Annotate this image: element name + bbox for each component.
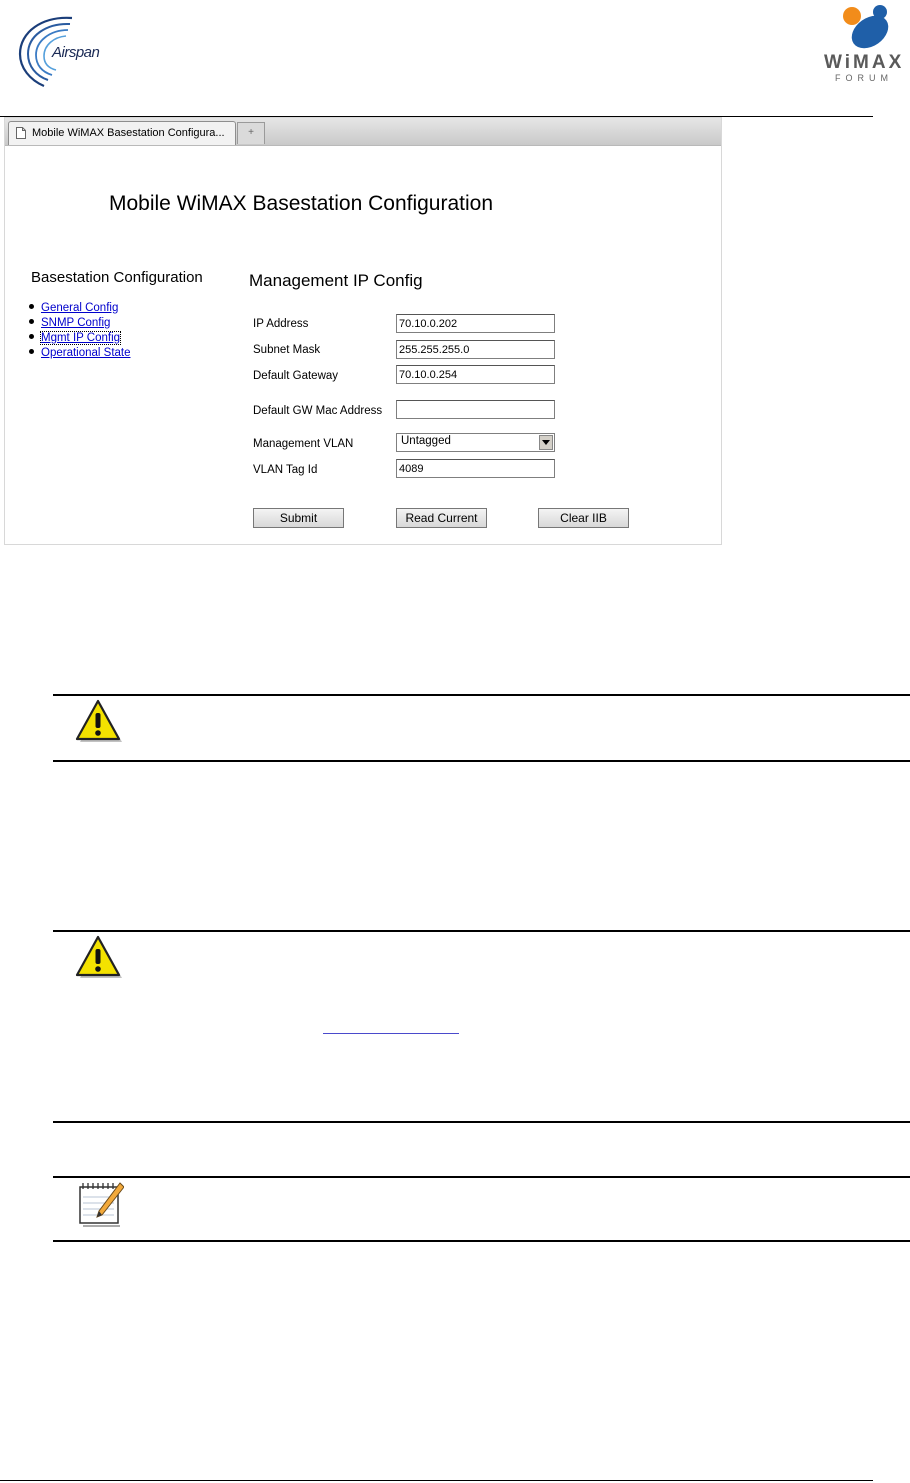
section-title: Management IP Config [249,271,423,290]
default-gateway-input[interactable] [396,365,555,384]
sidebar-title: Basestation Configuration [31,269,203,286]
vlan-tag-id-input[interactable] [396,459,555,478]
sidebar-item-mgmt-ip-config[interactable] [29,332,120,344]
sidebar-item-snmp-config[interactable] [29,317,110,329]
dropdown-arrow-icon[interactable] [539,435,553,450]
management-vlan-select[interactable] [396,433,555,452]
page-title: Mobile WiMAX Basestation Configuration [109,192,494,215]
sidebar-link[interactable]: SNMP Config [41,317,111,329]
bullet-icon [29,334,34,339]
callout-bottom-rule [53,1240,910,1242]
default-gw-mac-input[interactable] [396,400,555,419]
subnet-mask-input[interactable] [396,340,555,359]
read-current-button[interactable]: Read Current [396,508,487,528]
warning-icon [74,698,124,746]
tab-bar-divider [5,145,722,146]
ip-address-label: IP Address [253,318,309,330]
clear-iib-button[interactable]: Clear IIB [538,508,629,528]
sidebar-link[interactable]: Operational State [41,347,131,359]
sidebar-link[interactable]: General Config [41,302,119,314]
callout-bottom-rule [53,760,910,762]
bullet-icon [29,319,34,324]
subnet-mask-label: Subnet Mask [253,344,321,356]
warning-icon [74,934,124,982]
submit-button[interactable]: Submit [253,508,344,528]
bullet-icon [29,349,34,354]
callout-top-rule [53,694,910,696]
management-vlan-label: Management VLAN [253,438,354,450]
browser-tab[interactable] [8,121,236,145]
vlan-tag-id-label: VLAN Tag Id [253,464,318,476]
browser-tab-bar [5,118,722,146]
notepad-icon [74,1179,124,1227]
sidebar-item-operational-state[interactable] [29,347,131,359]
browser-tab-title: Mobile WiMAX Basestation Configura... [32,127,225,139]
forum-logo-text: FORUM [835,73,893,83]
sidebar-link[interactable]: Mgmt IP Config [41,332,121,344]
wimax-logo-text: WiMAX [824,52,905,73]
browser-screenshot [4,117,722,545]
callout-top-rule [53,930,910,932]
chevron-down-icon [542,440,550,445]
sidebar-item-general-config[interactable] [29,302,118,314]
callout-top-rule [53,1176,910,1178]
ip-address-input[interactable] [396,314,555,333]
default-gw-mac-label: Default GW Mac Address [253,405,383,417]
default-gateway-label: Default Gateway [253,370,339,382]
link-underline [323,1033,459,1034]
page-icon [16,127,26,139]
footer-divider [0,1480,873,1481]
new-tab-button[interactable]: + [237,122,265,144]
bullet-icon [29,304,34,309]
callout-bottom-rule [53,1121,910,1123]
airspan-logo-text: Airspan [52,44,100,61]
management-vlan-value: Untagged [401,435,451,447]
